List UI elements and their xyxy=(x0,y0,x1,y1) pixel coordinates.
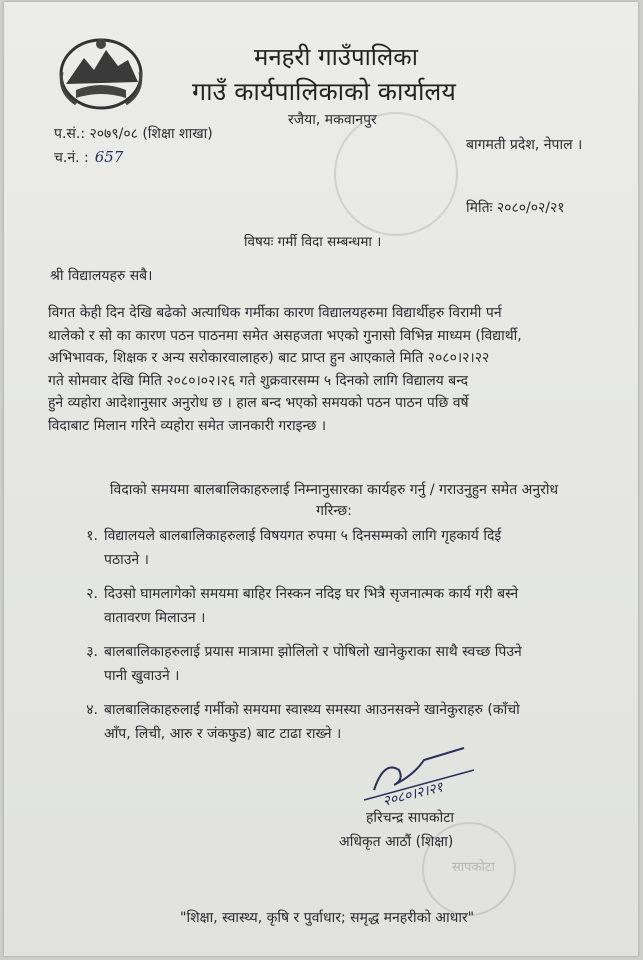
request-paragraph xyxy=(64,480,604,522)
instruction-item xyxy=(74,582,614,630)
instruction-number: १. xyxy=(86,528,98,544)
faint-stamp-seal xyxy=(334,112,458,236)
salutation: श्री विद्यालयहरु सबै। xyxy=(50,268,153,284)
signatory-designation: अधिकृत आठौं (शिक्षा) xyxy=(339,834,454,850)
body-paragraph xyxy=(48,302,614,437)
office-name: गाउँ कार्यपालिकाको कार्यालय xyxy=(192,77,456,106)
instruction-number: ३. xyxy=(86,644,98,660)
body-line: विगत केही दिन देखि बढेको अत्याधिक गर्मीका कारण विद्यालयहरुमा विद्यार्थीहरु विरामी पर्न xyxy=(48,305,502,321)
request-line: विदाको समयमा बालबालिकाहरुलाई निम्नानुसारका कार्यहरु गर्नु / गराउनुहुन समेत अनुरोध xyxy=(109,482,559,498)
dispatch-number-handwritten: 657 xyxy=(94,148,124,166)
instruction-line: आँप, लिची, आरु र जंकफुड) बाट टाढा राख्ने । xyxy=(104,726,342,742)
instruction-line: बालबालिकाहरुलाई गर्मीको समयमा स्वास्थ्य समस्या आउनसक्ने खानेकुराहरु (काँचो xyxy=(104,702,520,718)
body-line: विदाबाट मिलान गरिने व्यहोरा समेत जानकारी गराइन्छ । xyxy=(48,417,327,434)
instruction-line: दिउसो घामलागेको समयमा बाहिर निस्कन नदिइ घर भित्रै सृजनात्मक कार्य गरी बस्ने xyxy=(104,586,519,602)
request-line: गरिन्छ: xyxy=(316,503,352,519)
municipality-name: मनहरी गाउँपालिका xyxy=(254,43,418,71)
instruction-item xyxy=(74,640,614,688)
instruction-list xyxy=(74,524,614,756)
letter-subject: विषयः गर्मी विदा सम्बन्धमा । xyxy=(244,234,382,250)
body-line: अभिभावक, शिक्षक र अन्य सरोकारवालाहरु) बाट प्राप्त हुन आएकाले मिति २०८०।२।२२ xyxy=(48,350,490,366)
letter-date: मितिः २०८०/०२/२१ xyxy=(466,200,565,216)
instruction-line: बालबालिकाहरुलाई प्रयास मात्रामा झोलिलो र पोषिलो खानेकुराका साथै स्वच्छ पिउने xyxy=(104,644,522,660)
instruction-item xyxy=(74,524,614,572)
municipality-motto: "शिक्षा, स्वास्थ्य, कृषि र पुर्वाधार; समृद्ध मनहरीको आधार" xyxy=(180,910,475,926)
signature-date: २०८०।२।२१ xyxy=(381,779,445,810)
body-line: थालेको र सो का कारण पठन पाठनमा समेत असहजता भएको गुनासो विभिन्न माध्यम (विद्यार्थी, xyxy=(48,327,522,344)
nepal-emblem-logo xyxy=(56,32,146,112)
letter-page xyxy=(4,2,638,956)
instruction-line: पठाउने । xyxy=(104,552,149,568)
body-line: हुने व्यहोरा आदेशानुसार अनुरोध छ । हाल बन्द भएको समयको पठन पाठन पछि वर्षे xyxy=(48,395,469,411)
instruction-number: ४. xyxy=(86,702,98,718)
office-address: रजैया, मकवानपुर xyxy=(288,112,377,128)
instruction-number: २. xyxy=(86,586,98,602)
instruction-line: वातावरण मिलाउन । xyxy=(104,610,206,626)
province-country: बागमती प्रदेश, नेपाल । xyxy=(466,137,583,153)
dispatch-number xyxy=(54,148,123,167)
stamp-text: सापकोटा xyxy=(452,860,495,875)
instruction-line: पानी खुवाउने । xyxy=(104,668,180,684)
body-line: गते सोमवार देखि मिति २०८०।०२।२६ गते शुक्रवारसम्म ५ दिनको लागि विद्यालय बन्द xyxy=(48,372,469,389)
instruction-item xyxy=(74,698,614,746)
signatory-name: हरिचन्द्र सापकोटा xyxy=(366,810,454,826)
letter-reference-number: प.सं.: २०७९/०८ (शिक्षा शाखा) xyxy=(54,126,213,142)
dispatch-number-label: च.नं. : xyxy=(54,150,89,166)
handwritten-signature xyxy=(344,740,484,810)
instruction-line: विद्यालयले बालबालिकाहरुलाई विषयगत रुपमा ५ दिनसम्मको लागि गृहकार्य दिई xyxy=(104,528,502,544)
